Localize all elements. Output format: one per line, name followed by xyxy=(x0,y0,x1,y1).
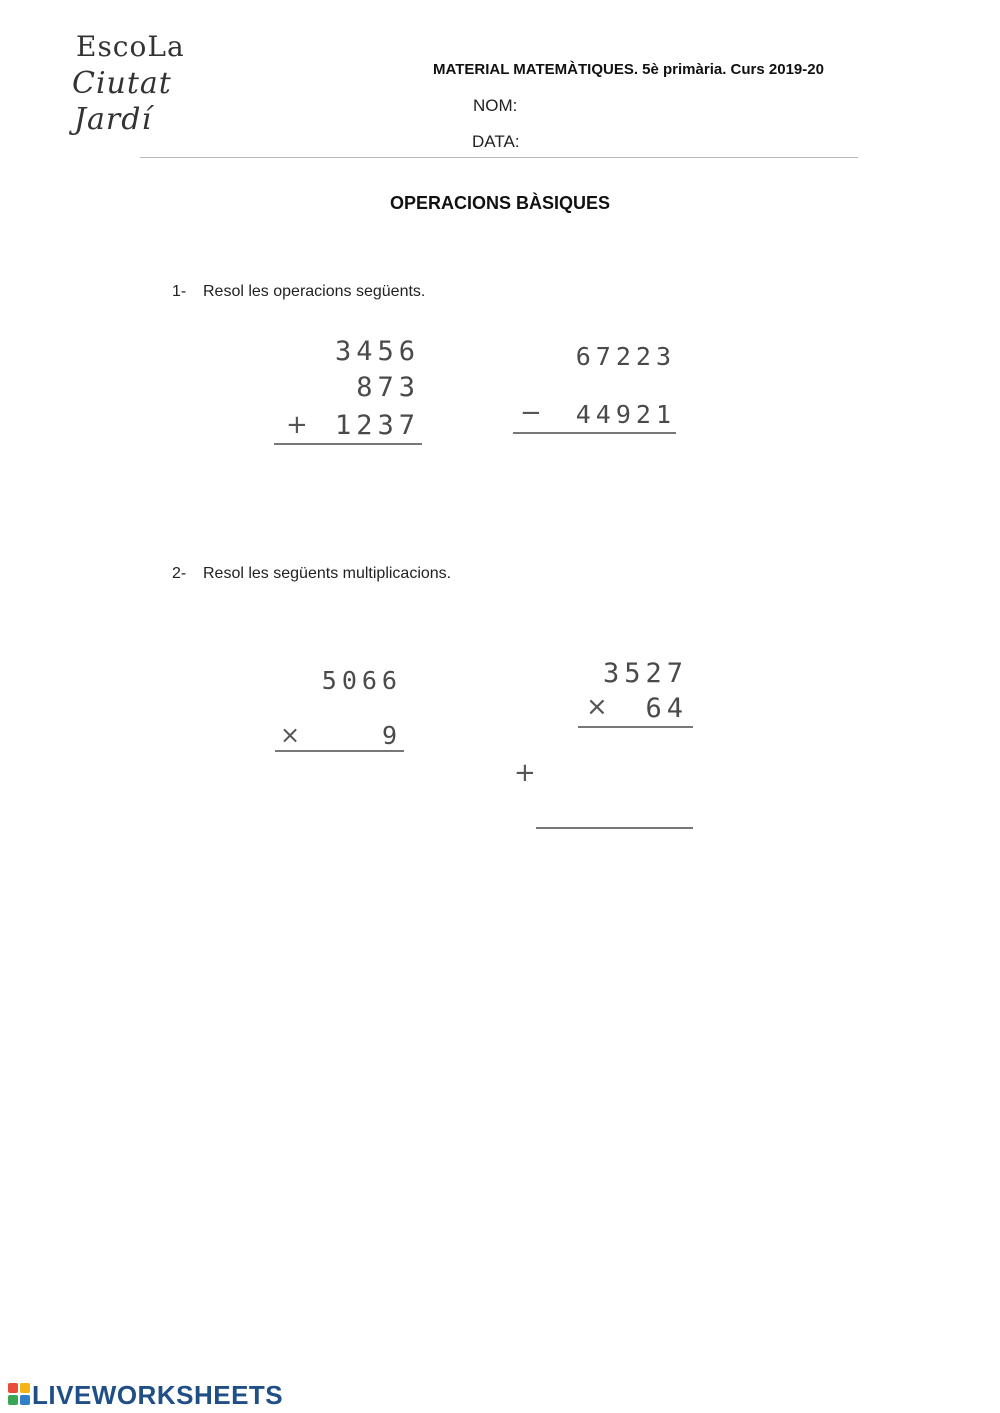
plus-sign: + xyxy=(286,410,308,440)
subtraction-answer-line[interactable] xyxy=(513,432,676,434)
mult-1-factor-1: 5066 xyxy=(321,666,402,695)
minus-sign: − xyxy=(520,398,542,428)
addition-answer-line[interactable] xyxy=(274,443,422,445)
times-sign-1: × xyxy=(280,721,301,749)
mult-2-factor-line xyxy=(578,726,693,728)
question-2-number: 2- xyxy=(172,565,187,582)
mult-2-factor-2: 64 xyxy=(645,693,688,724)
partial-sum-plus-sign: + xyxy=(514,758,536,788)
mult-1-answer-line[interactable] xyxy=(275,750,404,752)
logo-line-2: Ciutat xyxy=(72,66,172,101)
mult-2-factor-1: 3527 xyxy=(602,658,688,689)
subtrahend: 44921 xyxy=(575,400,676,429)
date-label: DATA: xyxy=(472,132,520,151)
footer-brand[interactable]: LIVEWORKSHEETS xyxy=(32,1380,284,1410)
liveworksheets-logo-icon xyxy=(8,1383,32,1407)
times-sign-2: × xyxy=(586,692,608,722)
multiplication-1-problem xyxy=(272,668,412,758)
mult-2-answer-line[interactable] xyxy=(536,827,693,829)
school-logo xyxy=(70,30,200,142)
question-2-instruction: Resol les següents multiplicacions. xyxy=(203,565,452,582)
addend-2: 873 xyxy=(356,372,420,403)
addend-1: 3456 xyxy=(334,336,420,367)
name-label: NOM: xyxy=(473,96,518,115)
question-1-instruction: Resol les operacions següents. xyxy=(203,283,426,300)
page-title: OPERACIONS BÀSIQUES xyxy=(389,193,611,213)
header-divider xyxy=(140,157,858,158)
header-title: MATERIAL MATEMÀTIQUES. 5è primària. Curs 2019-20 xyxy=(433,61,824,78)
addend-3: 1237 xyxy=(334,410,420,441)
mult-1-factor-2: 9 xyxy=(381,721,402,750)
logo-line-3: Jardí xyxy=(74,102,153,137)
subtraction-problem xyxy=(510,344,682,438)
question-1-number: 1- xyxy=(172,283,187,300)
multiplication-2-problem xyxy=(506,660,706,840)
addition-problem xyxy=(270,338,430,450)
logo-line-1: EscoLa xyxy=(76,30,185,63)
minuend: 67223 xyxy=(575,342,676,371)
